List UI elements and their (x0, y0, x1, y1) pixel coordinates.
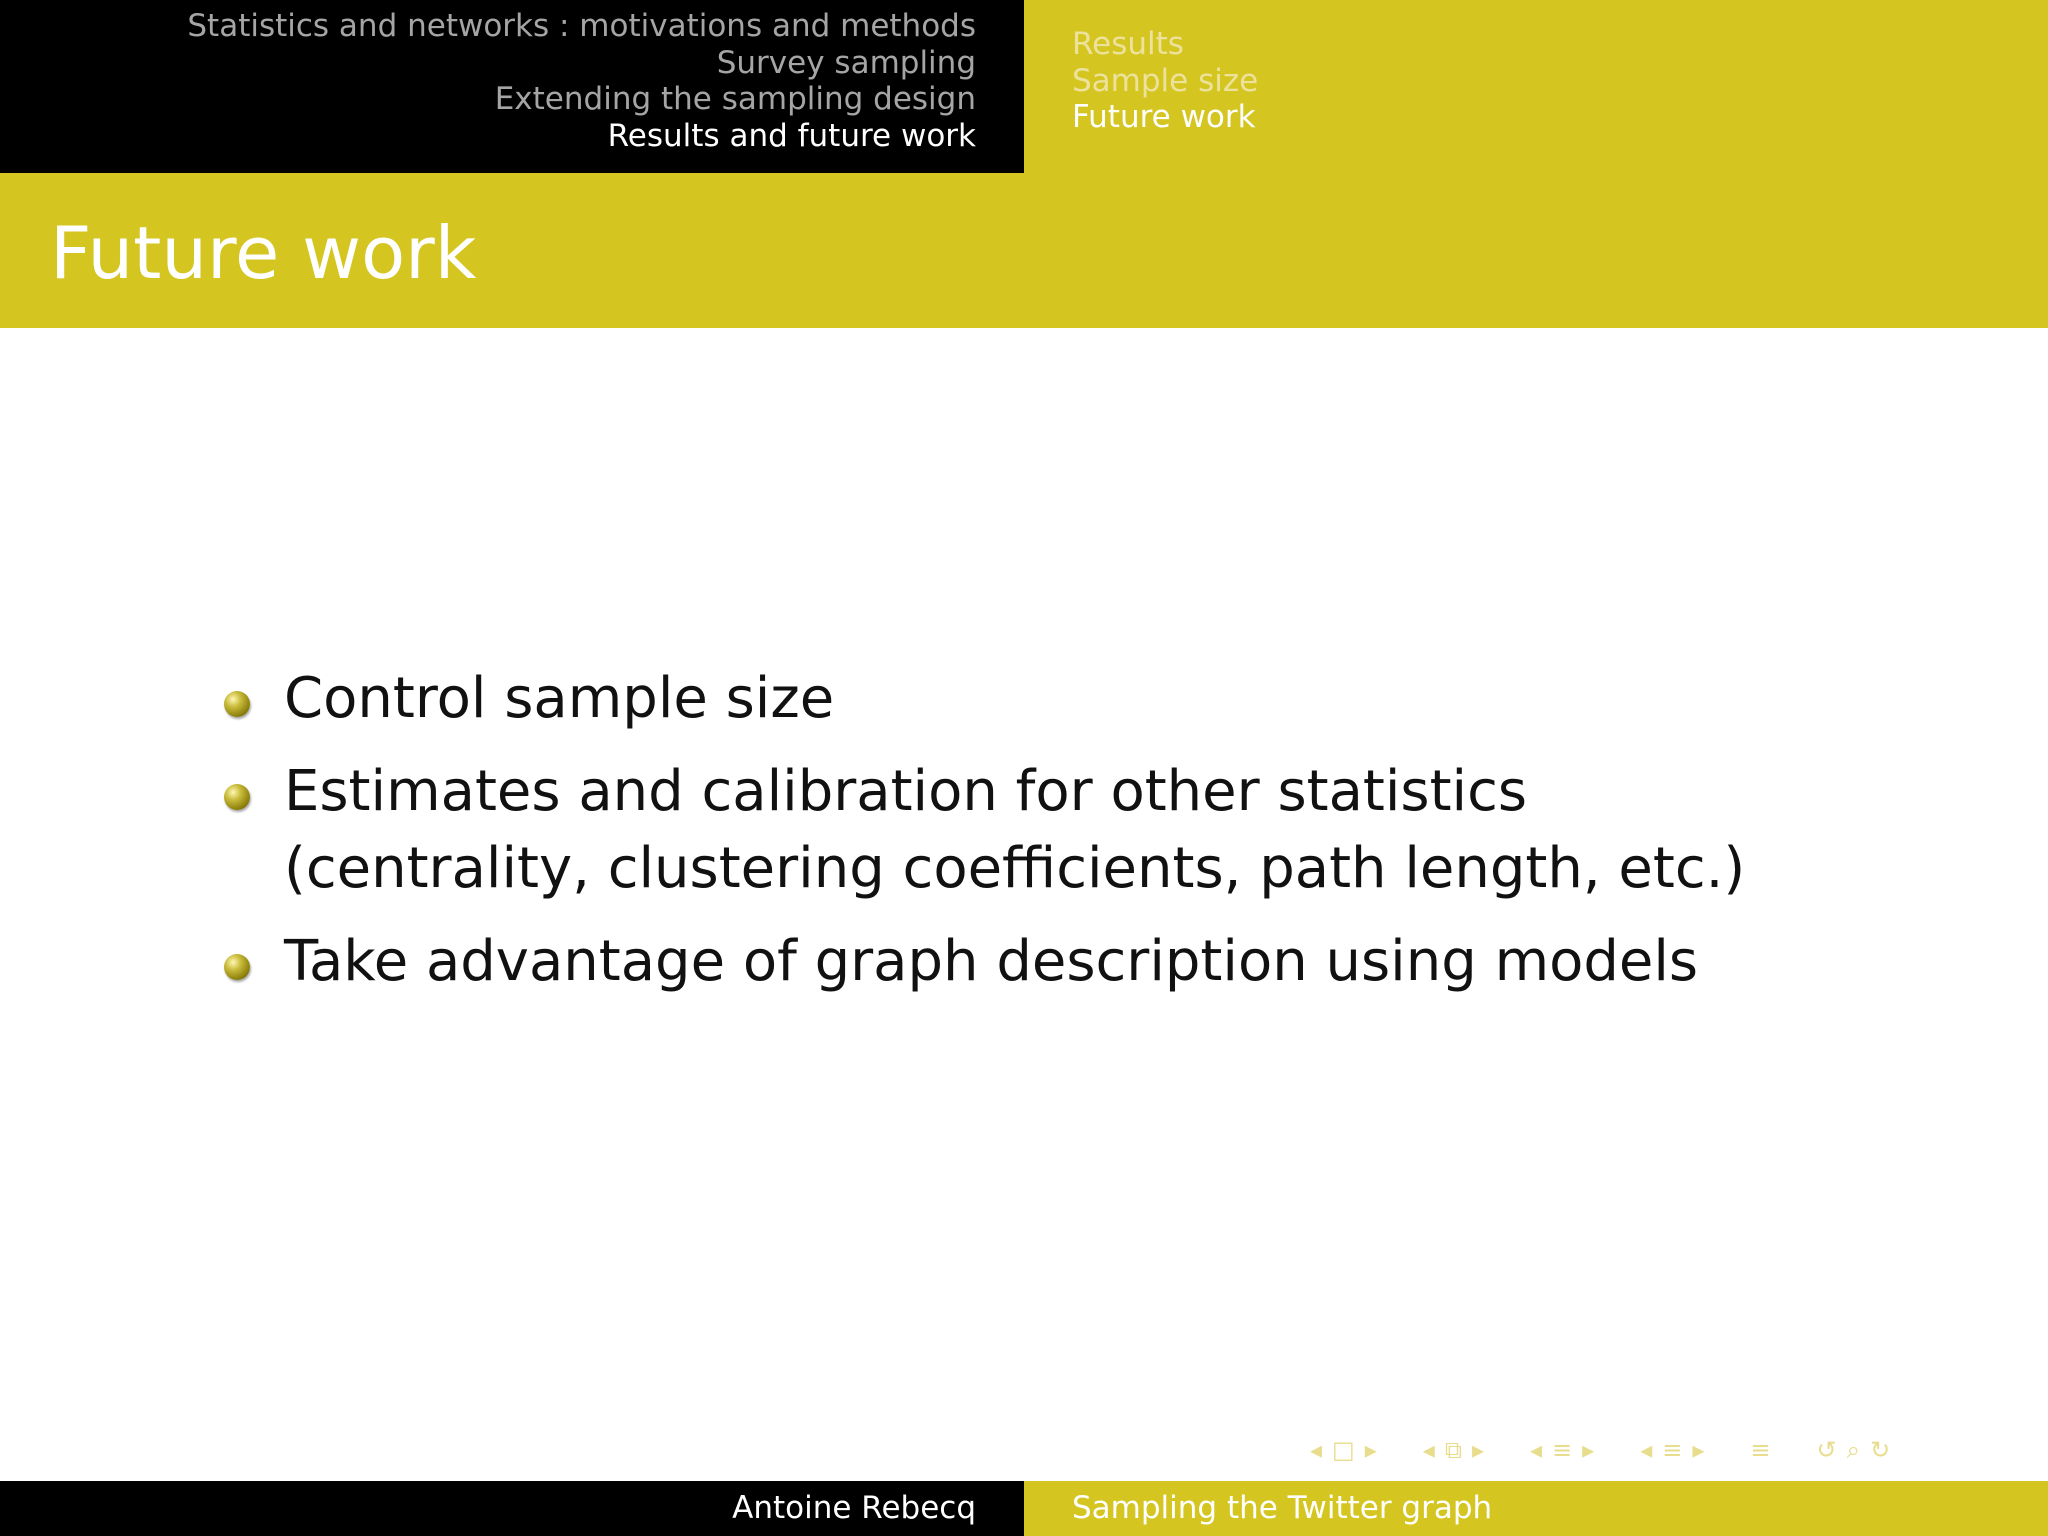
nav-forward-arrow-icon[interactable]: ▸ (1364, 1436, 1377, 1464)
frame-title-bar (0, 173, 2048, 328)
nav-forward-arrow-icon[interactable]: ▸ (1471, 1436, 1485, 1464)
subsection-link-results[interactable]: Results (1072, 26, 1184, 62)
bullet-text: Control sample size (284, 666, 835, 731)
nav-forward-arrow-icon[interactable]: ▸ (1582, 1436, 1595, 1464)
bullet-item (0, 753, 2048, 907)
section-link-results-and-future-work[interactable]: Results and future work (607, 117, 976, 154)
frame-nav-icon[interactable]: ⧉ (1444, 1436, 1462, 1464)
bullet-item (0, 660, 2048, 737)
ball-bullet-icon (224, 954, 250, 980)
redo-icon[interactable]: ↻ (1870, 1436, 1891, 1464)
undo-icon[interactable]: ↺ (1816, 1436, 1837, 1464)
slide-title: Future work (50, 211, 477, 295)
nav-back-arrow-icon[interactable]: ◂ (1640, 1436, 1653, 1464)
section-link-survey-sampling[interactable]: Survey sampling (716, 44, 976, 81)
bullet-text: Estimates and calibration for other statistics (centrality, clustering coefficients, path length, etc.) (284, 759, 1746, 901)
bullet-list (0, 660, 2048, 1000)
nav-back-arrow-icon[interactable]: ◂ (1310, 1436, 1323, 1464)
section-link-statistics-and-networks[interactable]: Statistics and networks : motivations and methods (187, 8, 976, 44)
document-nav-icon[interactable]: ≡ (1750, 1436, 1771, 1464)
bullet-text: Take advantage of graph description using models (284, 929, 1699, 994)
slide-nav-icon[interactable]: □ (1332, 1436, 1355, 1464)
nav-forward-arrow-icon[interactable]: ▸ (1692, 1436, 1705, 1464)
search-icon[interactable]: ⌕ (1846, 1436, 1861, 1464)
section-navigation (0, 0, 1024, 173)
section-link-extending-sampling-design[interactable]: Extending the sampling design (494, 81, 976, 117)
header-bar (0, 0, 2048, 173)
section-nav-icon[interactable]: ≡ (1662, 1436, 1683, 1464)
subsection-nav-icon[interactable]: ≡ (1552, 1436, 1573, 1464)
nav-back-arrow-icon[interactable]: ◂ (1422, 1436, 1435, 1464)
footer-title: Sampling the Twitter graph (1024, 1481, 2048, 1536)
nav-back-arrow-icon[interactable]: ◂ (1530, 1436, 1543, 1464)
ball-bullet-icon (224, 784, 250, 810)
slide-body (0, 660, 2048, 1016)
subsection-navigation (1024, 0, 2048, 173)
bullet-item (0, 923, 2048, 1000)
ball-bullet-icon (224, 691, 250, 717)
footer-bar (0, 1481, 2048, 1536)
footer-author: Antoine Rebecq (0, 1481, 1024, 1536)
subsection-link-future-work[interactable]: Future work (1072, 99, 1256, 135)
navigation-symbols (1310, 1433, 2038, 1467)
subsection-link-sample-size[interactable]: Sample size (1072, 62, 1259, 99)
